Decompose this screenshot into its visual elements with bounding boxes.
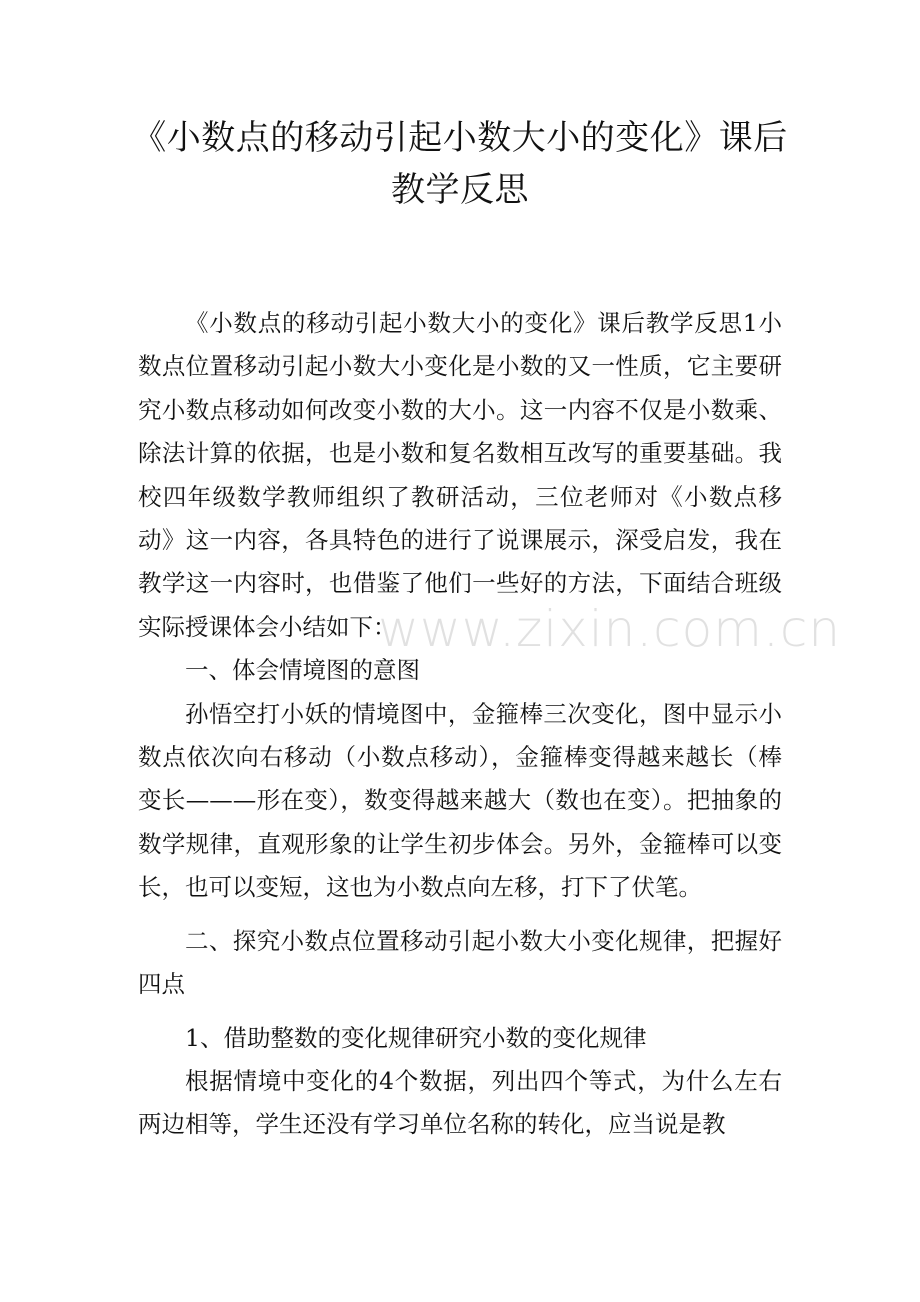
paragraph-intro: 《小数点的移动引起小数大小的变化》课后教学反思1小数点位置移动引起小数大小变化是小数的又一性质，它主要研究小数点移动如何改变小数的大小。这一内容不仅是小数乘、除法计算的依据，也是小数和复名数相互改写的重要基础。我校四年级数学教师组织了教研活动，三位老师对《小数点移动》这一内容，各具特色的进行了说课展示，深受启发，我在教学这一内容时，也借鉴了他们一些好的方法，下面结合班级实际授课体会小结如下：: [138, 309, 782, 641]
paragraph-section-2: 根据情境中变化的4个数据，列出四个等式，为什么左右两边相等，学生还没有学习单位名称的转化，应当说是教: [138, 1066, 782, 1139]
document-title: 《小数点的移动引起小数大小的变化》课后教学反思: [132, 118, 788, 210]
paragraph-section-1: 孙悟空打小妖的情境图中，金箍棒三次变化，图中显示小数点依次向右移动（小数点移动），金箍棒变得越来越长（棒变长———形在变），数变得越来越大（数也在变）。把抽象的数学规律，直观形象的让学生初步体会。另外，金箍棒可以变长，也可以变短，这也为小数点向左移，打下了伏笔。: [138, 699, 782, 902]
watermark: www.zixin.com.cn: [378, 600, 842, 658]
paragraph-subheading-1: 1、借助整数的变化规律研究小数的变化规律: [185, 1023, 647, 1052]
document-body: [138, 302, 782, 1147]
paragraph-heading-1: 一、体会情境图的意图: [185, 656, 420, 685]
paragraph-heading-2: 二、探究小数点位置移动引起小数大小变化规律，把握好四点: [138, 926, 782, 999]
